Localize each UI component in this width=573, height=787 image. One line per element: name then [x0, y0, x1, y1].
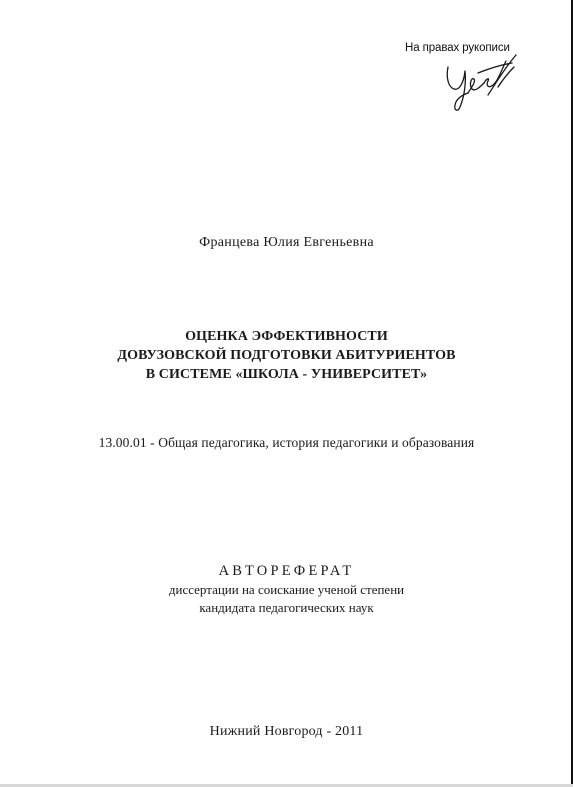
document-purpose-line-1: диссертации на соискание ученой степени — [168, 582, 405, 597]
document-purpose-line-2: кандидата педагогических наук — [199, 600, 374, 615]
signature-icon — [438, 47, 528, 115]
specialty-code: 13.00.01 - Общая педагогика, история педагогики и образования — [98, 435, 475, 450]
place-and-year: Нижний Новгород - 2011 — [209, 724, 364, 739]
title-line-3: В СИСТЕМЕ «ШКОЛА - УНИВЕРСИТЕТ» — [145, 367, 428, 382]
title-line-1: ОЦЕНКА ЭФФЕКТИВНОСТИ — [185, 329, 388, 344]
rights-note: На правах рукописи — [405, 42, 510, 54]
author-name: Францева Юлия Евгеньевна — [199, 235, 374, 250]
document-type: АВТОРЕФЕРАТ — [218, 563, 355, 579]
title-line-2: ДОВУЗОВСКОЙ ПОДГОТОВКИ АБИТУРИЕНТОВ — [117, 348, 456, 363]
